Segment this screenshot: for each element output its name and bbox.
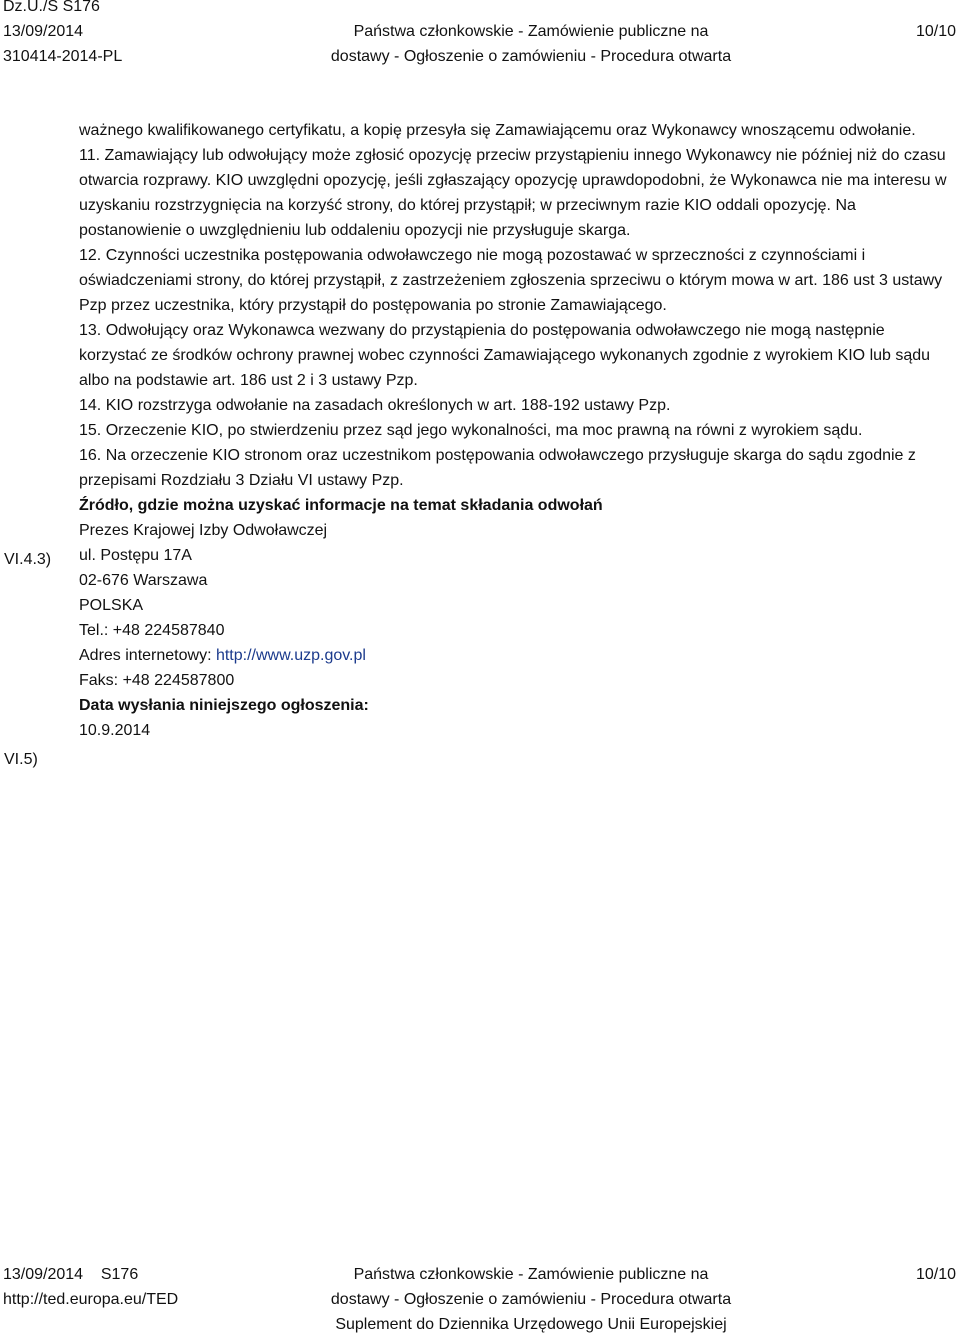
country: POLSKA [79, 597, 144, 614]
header-page-number: 10/10 [915, 23, 956, 40]
footer-title-line2: dostawy - Ogłoszenie o zamówieniu - Procedura otwarta [330, 1291, 732, 1308]
header-center [310, 19, 752, 69]
paragraph: 11. Zamawiający lub odwołujący może zgłosić opozycję przeciw przystąpieniu innego Wykonawcy nie później niż do czasu otwarcia rozprawy. KIO uwzględni opozycję, jeśli zgłaszający opozycję uprawdopodobni, że Wykonawca nie ma interesu w uzyskaniu rozstrzygnięcia na korzyść strony, do której przystąpił; w przeciwnym razie KIO oddali opozycję. Na postanowienie o uwzględnieniu lub oddaleniu opozycji nie przysługuje skarga. [79, 147, 947, 239]
footer-left [3, 1262, 178, 1312]
section-heading-appeals: Źródło, gdzie można uzyskać informacje na temat składania odwołań [79, 497, 603, 514]
section-heading-dispatch-date: Data wysłania niniejszego ogłoszenia: [79, 697, 369, 714]
city-address: 02-676 Warszawa [79, 572, 208, 589]
section-number-vi43: VI.4.3) [4, 551, 52, 568]
footer-title-line3: Suplement do Dziennika Urzędowego Unii Europejskiej [335, 1316, 727, 1333]
notice-id: 310414-2014-PL [3, 48, 123, 65]
paragraph: 12. Czynności uczestnika postępowania odwoławczego nie mogą pozostawać w sprzeczności z czynnościami i oświadczeniami strony, do której przystąpił, z zastrzeżeniem zgłoszenia sprzeciwu o którym mowa w art. 186 ust 3 ustawy Pzp przez uczestnika, który przystąpił do postępowania po stronie Zamawiającego. [79, 247, 943, 314]
header-title-line1: Państwa członkowskie - Zamówienie publiczne na [353, 23, 709, 40]
website-label: Adres internetowy: [79, 647, 216, 664]
paragraph: 15. Orzeczenie KIO, po stwierdzeniu przez sąd jego wykonalności, ma moc prawną na równi z wyrokiem sądu. [79, 422, 863, 439]
header-left [3, 0, 122, 69]
website-link[interactable]: http://www.uzp.gov.pl [215, 647, 366, 664]
section-number-vi5: VI.5) [4, 751, 38, 768]
journal-ref: Dz.U./S S176 [3, 0, 100, 15]
document-body [79, 118, 949, 743]
dispatch-date: 10.9.2014 [79, 722, 151, 739]
header-title-line2: dostawy - Ogłoszenie o zamówieniu - Procedura otwarta [330, 48, 732, 65]
footer-page-number: 10/10 [915, 1266, 956, 1283]
header-date: 13/09/2014 [3, 23, 84, 40]
website-row [79, 643, 949, 668]
paragraph: 14. KIO rozstrzyga odwołanie na zasadach określonych w art. 188-192 ustawy Pzp. [79, 397, 671, 414]
paragraph: 13. Odwołujący oraz Wykonawca wezwany do przystąpienia do postępowania odwoławczego nie mogą następnie korzystać ze środków ochrony prawnej wobec czynności Zamawiającego wykonanych zgodnie z wyrokiem KIO lub sądu albo na podstawie art. 186 ust 2 i 3 ustawy Pzp. [79, 322, 931, 389]
org-name: Prezes Krajowej Izby Odwoławczej [79, 522, 328, 539]
fax: Faks: +48 224587800 [79, 672, 235, 689]
street-address: ul. Postępu 17A [79, 547, 192, 564]
footer-url: http://ted.europa.eu/TED [3, 1291, 179, 1308]
telephone: Tel.: +48 224587840 [79, 622, 225, 639]
footer-title-line1: Państwa członkowskie - Zamówienie publiczne na [353, 1266, 709, 1283]
paragraph: ważnego kwalifikowanego certyfikatu, a kopię przesyła się Zamawiającemu oraz Wykonawcy wnoszącemu odwołanie. [79, 122, 916, 139]
footer-center [280, 1262, 782, 1337]
footer-date: 13/09/2014 S176 [3, 1266, 139, 1283]
paragraph: 16. Na orzeczenie KIO stronom oraz uczestnikom postępowania odwoławczego przysługuje skarga do sądu zgodnie z przepisami Rozdziału 3 Działu VI ustawy Pzp. [79, 447, 916, 489]
